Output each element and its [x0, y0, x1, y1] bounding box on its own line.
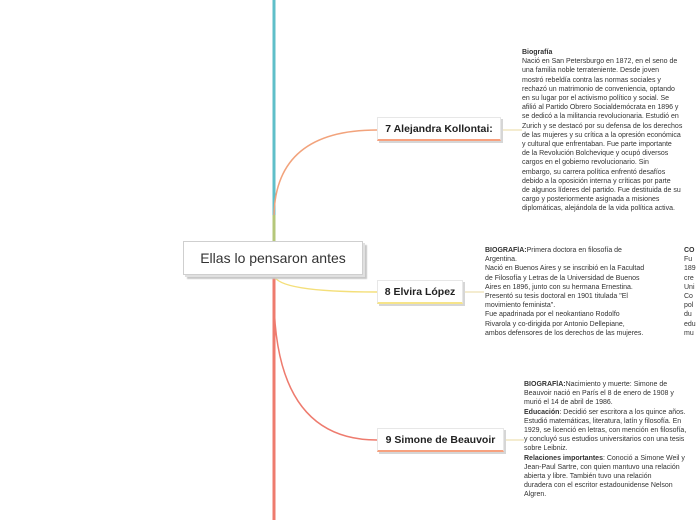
note-heading: BIOGRAFÍA: — [485, 247, 527, 254]
note-beauvoir — [524, 380, 697, 520]
branch-label: 8 Elvira López — [384, 285, 456, 298]
note-kollontai — [522, 48, 697, 218]
note-edu-heading: Educación — [524, 408, 560, 416]
note-elvira-lopez-clipped — [684, 246, 697, 346]
note-bio-text: Nacimiento y muerte: Simone de Beauvoir nació en París el 8 de enero de 1908 y murió el 14 de abril de 1986. — [524, 381, 674, 407]
connector-8 — [274, 275, 377, 292]
connector-9 — [274, 300, 377, 440]
branch-label: 7 Alejandra Kollontai: — [385, 122, 493, 135]
note-text: Primera doctora en filosofía de Argentina. Nació en Buenos Aires y se inscribió en la Facultad de Filosofía y Letras de la Universidad de Buenos Aires en 1896, junto con su hermana Ernestina. Presentó su tesis doctoral en 1901 titulada "El movimiento feminista". Fue apadrinada por el neokantiano Rodolfo Rivarola y co-dirigida por Antonio Dellepiane, ambos defensores de los derechos de las mujeres. — [485, 247, 645, 337]
central-topic-label: Ellas lo pensaron antes — [200, 250, 346, 266]
central-topic[interactable] — [183, 241, 363, 275]
note-rel-heading: Relaciones importantes — [524, 454, 603, 462]
branch-node-kollontai[interactable] — [377, 117, 501, 141]
note-rel-text: : Conoció a Simone Weil y Jean-Paul Sartre, con quien mantuvo una relación abierta y libre. También tuvo una relación duradera con el escritor estadounidense Nelson Algren. — [524, 454, 685, 499]
note-elvira-lopez — [485, 246, 680, 346]
note-edu-text: : Decidió ser escritora a los quince años. Estudió matemáticas, literatura, latín y filosofía. En 1929, se licenció en letras, con mención en filosofía, y concluyó sus estudios universitarios con una tesis sobre Leibniz. — [524, 408, 687, 453]
note-side-heading: CO — [684, 247, 695, 254]
note-text: Nació en San Petersburgo en 1872, en el seno de una familia noble terrateniente. Desde joven mostró rebeldía contra las normas sociales y rechazó un matrimonio de conveniencia, optando en su lugar por el activismo político y social. Se afilió al Partido Obrero Socialdemócrata en 1896 y se dedicó a la militancia revolucionaria. Estudió en Zurich y se destacó por su defensa de los derechos de las mujeres y su crítica a la opresión económica y cultural que enfrentaban. Fue parte importante de la Revolución Bolchevique y ocupó diversos cargos en el gobierno revolucionario. Sin embargo, su carrera política enfrentó desafíos debido a la oposición interna y críticas por parte de algunos líderes del partido. Fue destituida de su cargo y posteriormente asignada a misiones diplomáticas, alejándola de la vida política activa. — [522, 58, 683, 213]
note-bio-heading: BIOGRAFÍA: — [524, 381, 566, 388]
branch-node-beauvoir[interactable] — [377, 428, 504, 452]
note-side-text: Fu 189 cre Uni Co pol du edu mu — [684, 256, 696, 337]
branch-label: 9 Simone de Beauvoir — [385, 433, 496, 446]
note-heading: Biografía — [522, 49, 553, 56]
connector-7 — [274, 130, 377, 215]
branch-node-elvira-lopez[interactable] — [377, 280, 463, 304]
